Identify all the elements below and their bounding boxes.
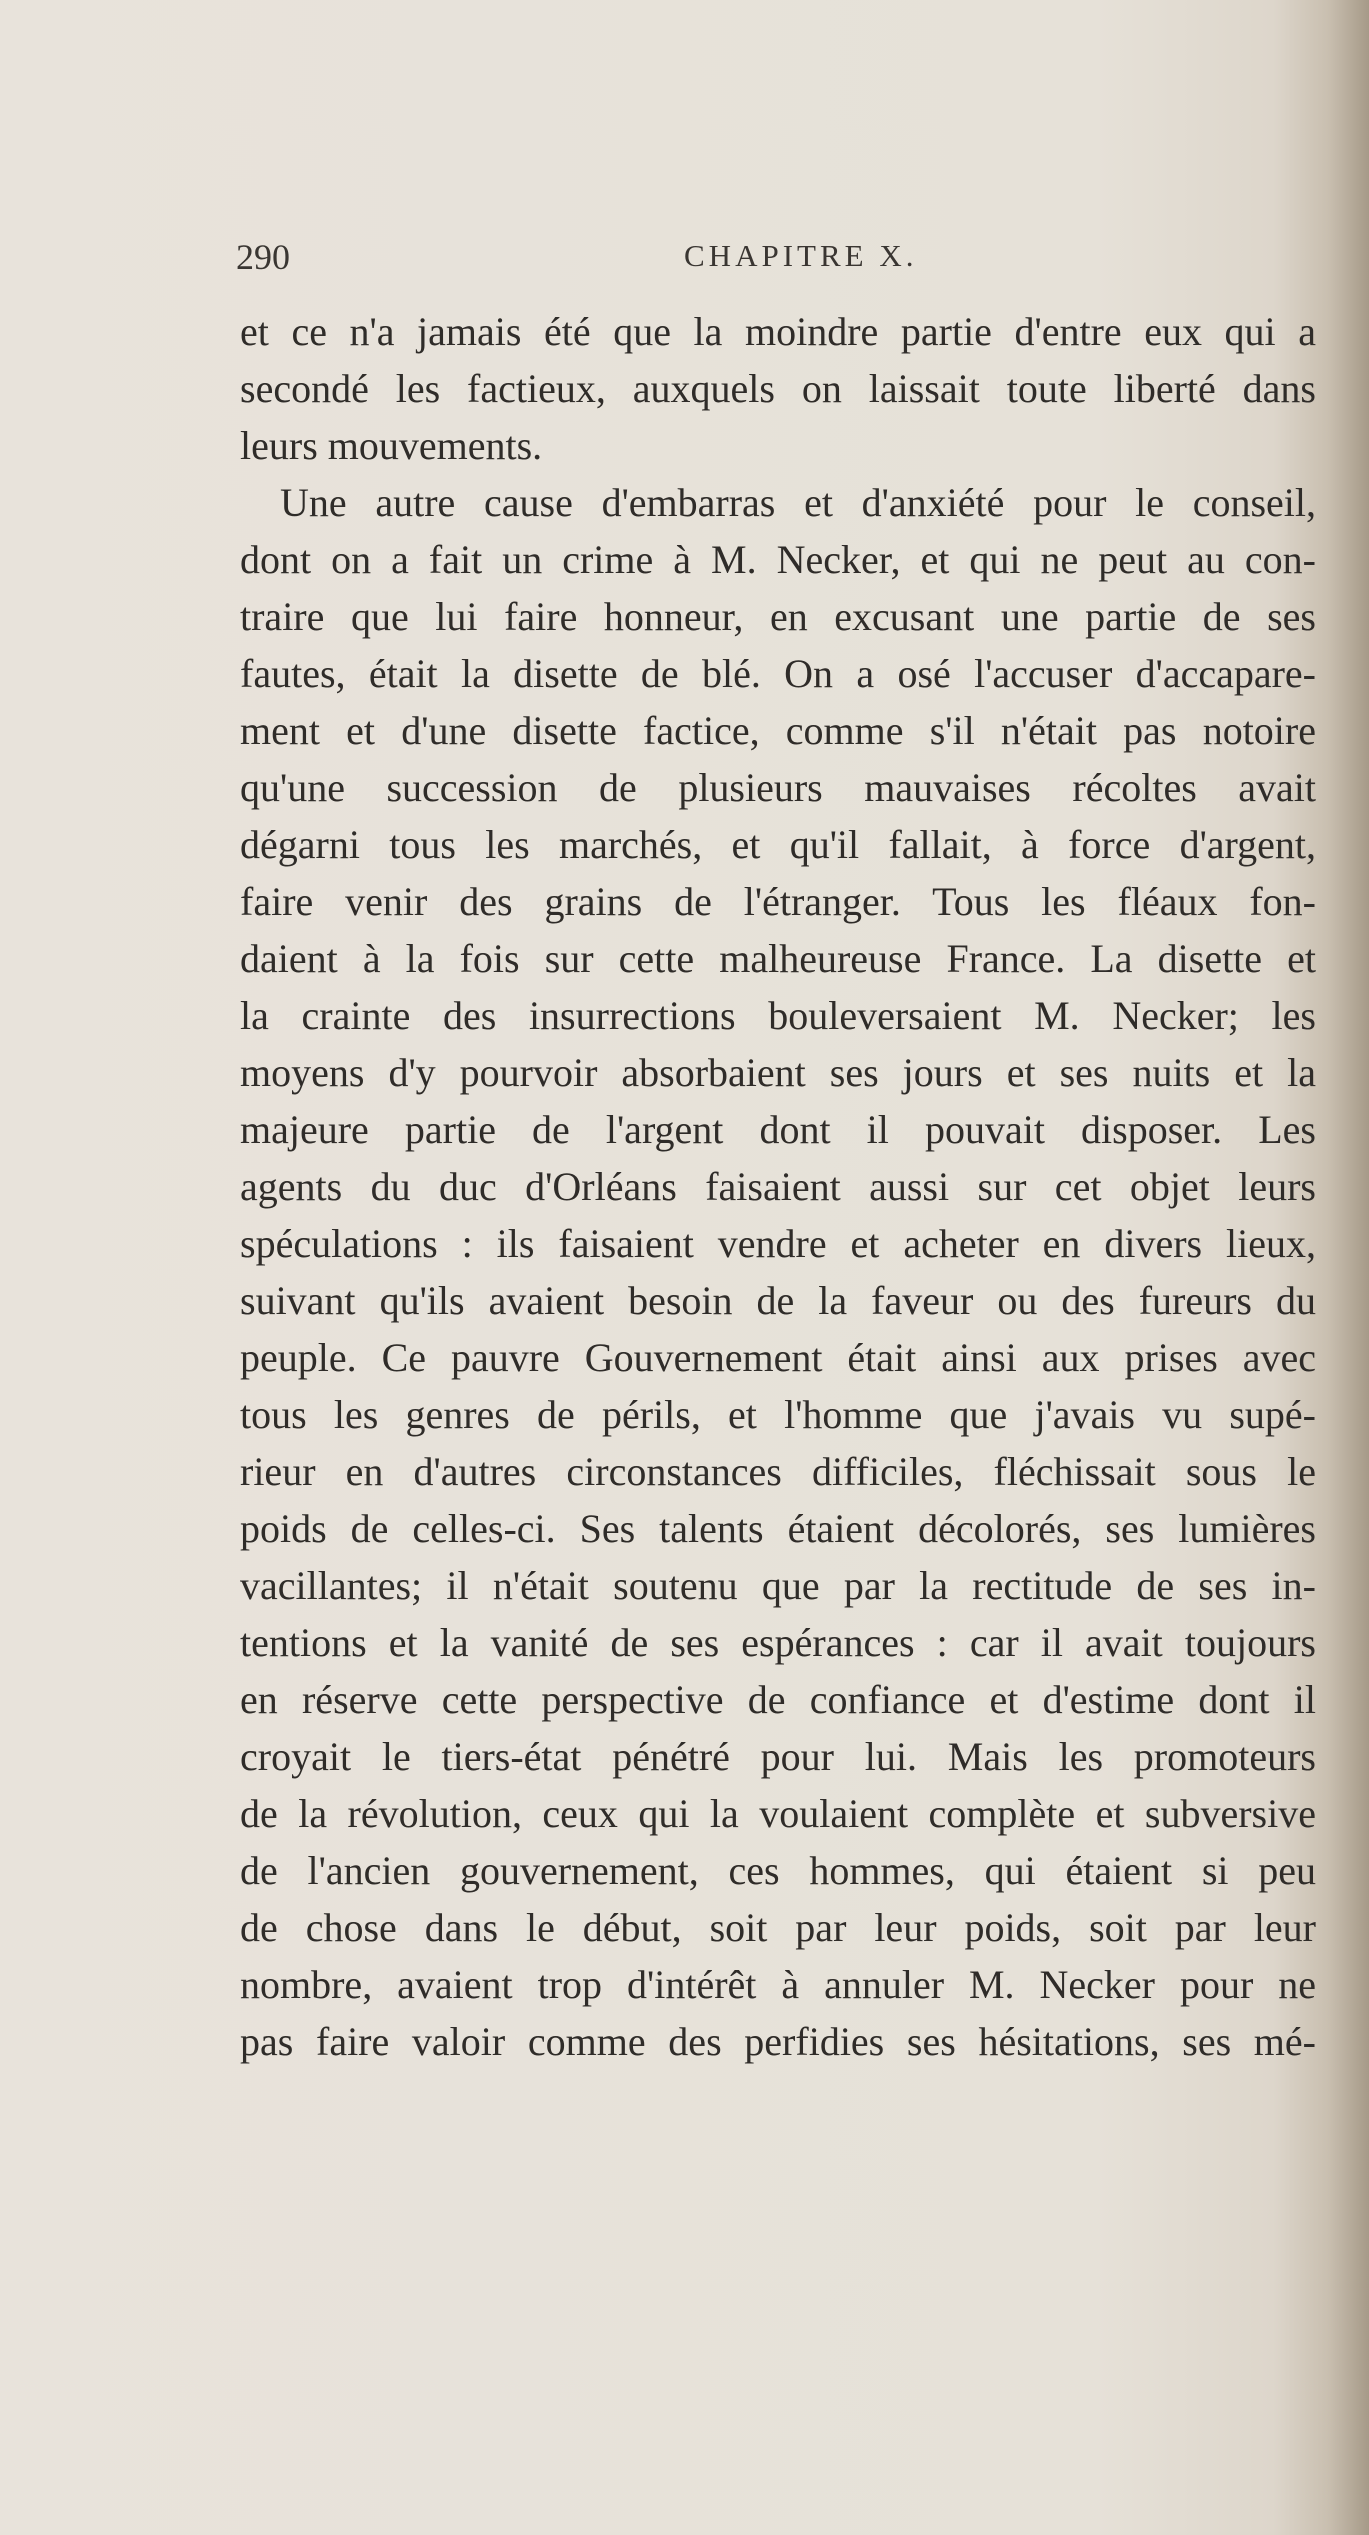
text-line: leurs mouvements.	[240, 423, 543, 468]
text-line: dont on a fait un crime à M. Necker, et qui ne peut au con-	[240, 537, 1316, 582]
text-line: ment et d'une disette factice, comme s'il n'était pas notoire	[240, 708, 1316, 753]
text-line: et ce n'a jamais été que la moindre partie d'entre eux qui a	[240, 309, 1316, 354]
text-line: de la révolution, ceux qui la voulaient complète et subversive	[240, 1791, 1316, 1836]
text-line: Une autre cause d'embarras et d'anxiété pour le conseil,	[280, 480, 1316, 525]
text-line: daient à la fois sur cette malheureuse France. La disette et	[240, 936, 1316, 981]
text-line: de l'ancien gouvernement, ces hommes, qui étaient si peu	[240, 1848, 1316, 1893]
page-header	[236, 236, 1236, 286]
text-line: fautes, était la disette de blé. On a osé l'accuser d'accapare-	[240, 651, 1316, 696]
text-line: croyait le tiers-état pénétré pour lui. Mais les promoteurs	[240, 1734, 1316, 1779]
text-line: agents du duc d'Orléans faisaient aussi sur cet objet leurs	[240, 1164, 1316, 1209]
text-line: vacillantes; il n'était soutenu que par la rectitude de ses in-	[240, 1563, 1316, 1608]
text-line: la crainte des insurrections bouleversaient M. Necker; les	[240, 993, 1316, 1038]
text-line: traire que lui faire honneur, en excusant une partie de ses	[240, 594, 1316, 639]
text-line: peuple. Ce pauvre Gouvernement était ainsi aux prises avec	[240, 1335, 1316, 1380]
text-line: de chose dans le début, soit par leur poids, soit par leur	[240, 1905, 1316, 1950]
text-line: moyens d'y pourvoir absorbaient ses jours et ses nuits et la	[240, 1050, 1316, 1095]
text-line: poids de celles-ci. Ses talents étaient décolorés, ses lumières	[240, 1506, 1316, 1551]
page-number: 290	[236, 237, 290, 277]
text-line: tentions et la vanité de ses espérances : car il avait toujours	[240, 1620, 1316, 1665]
text-line: rieur en d'autres circonstances difficiles, fléchissait sous le	[240, 1449, 1316, 1494]
text-line: spéculations : ils faisaient vendre et acheter en divers lieux,	[240, 1221, 1316, 1266]
text-line: dégarni tous les marchés, et qu'il fallait, à force d'argent,	[240, 822, 1316, 867]
text-line: nombre, avaient trop d'intérêt à annuler M. Necker pour ne	[240, 1962, 1316, 2007]
running-head: CHAPITRE X.	[684, 238, 918, 273]
text-line: en réserve cette perspective de confiance et d'estime dont il	[240, 1677, 1316, 1722]
text-line: majeure partie de l'argent dont il pouvait disposer. Les	[240, 1107, 1316, 1152]
text-line: secondé les factieux, auxquels on laissait toute liberté dans	[240, 366, 1316, 411]
text-line: tous les genres de périls, et l'homme que j'avais vu supé-	[240, 1392, 1316, 1437]
text-line: qu'une succession de plusieurs mauvaises récoltes avait	[240, 765, 1316, 810]
body-text	[240, 303, 1316, 2070]
text-line: faire venir des grains de l'étranger. Tous les fléaux fon-	[240, 879, 1316, 924]
text-line: pas faire valoir comme des perfidies ses hésitations, ses mé-	[240, 2019, 1316, 2064]
text-line: suivant qu'ils avaient besoin de la faveur ou des fureurs du	[240, 1278, 1316, 1323]
